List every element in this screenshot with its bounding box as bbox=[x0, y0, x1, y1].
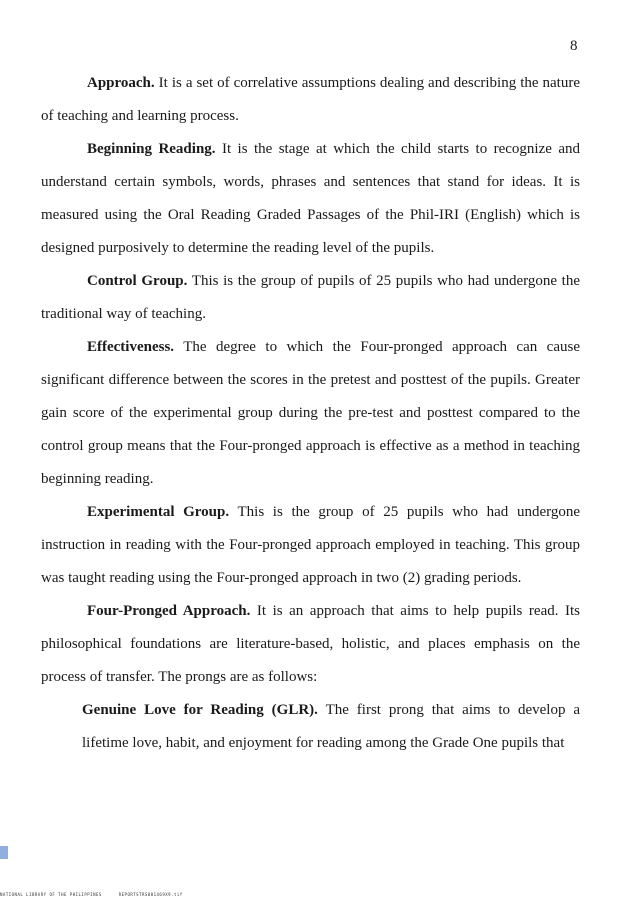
scan-footer bbox=[0, 892, 632, 897]
definition-text: This is the group of pupils of 25 pupils who had undergone the traditional way of teaching. bbox=[41, 273, 580, 322]
definition-text: The first prong that aims to develop a lifetime love, habit, and enjoyment for reading among the Grade One pupils that bbox=[82, 702, 581, 751]
definition-term: Genuine Love for Reading (GLR). bbox=[82, 702, 318, 718]
definition-text: It is an approach that aims to help pupils read. Its philosophical foundations are literature-based, holistic, and places emphasis on the process of transfer. The prongs are as follows: bbox=[41, 603, 581, 685]
footer-library-name: NATIONAL LIBRARY OF THE PHILIPPINES bbox=[0, 892, 102, 897]
scan-edge-mark bbox=[0, 846, 8, 859]
definition-experimental-group bbox=[41, 496, 580, 595]
page-number: 8 bbox=[570, 38, 578, 54]
definition-term: Four-Pronged Approach. bbox=[87, 603, 251, 619]
definition-effectiveness bbox=[41, 331, 580, 496]
definition-text: It is the stage at which the child starts to recognize and understand certain symbols, words, phrases and sentences that stand for ideas. It is measured using the Oral Reading Graded Passages of the Phil-IRI (English) which is designed purposively to determine the reading level of the pupils. bbox=[41, 141, 580, 256]
document-body bbox=[41, 67, 580, 760]
footer-file-name: REPORTSTRS001469X9.tif bbox=[118, 892, 183, 897]
definition-term: Effectiveness. bbox=[87, 339, 175, 355]
definition-term: Control Group. bbox=[87, 273, 188, 289]
definition-text: The degree to which the Four-pronged approach can cause significant difference between the scores in the pretest and posttest of the pupils. Greater gain score of the experimental group during the pre-test and posttest compared to the control group means that the Four-pronged approach is effective as a method in teaching beginning reading. bbox=[41, 339, 580, 487]
definition-text: It is a set of correlative assumptions dealing and describing the nature of teaching and learning process. bbox=[41, 75, 580, 124]
definition-term: Beginning Reading. bbox=[87, 141, 216, 157]
definition-approach bbox=[41, 67, 580, 133]
definition-four-pronged-approach bbox=[41, 595, 580, 694]
definition-term: Approach. bbox=[87, 75, 155, 91]
definition-genuine-love-for-reading bbox=[82, 694, 580, 760]
definition-beginning-reading bbox=[41, 133, 580, 265]
definition-control-group bbox=[41, 265, 580, 331]
definition-term: Experimental Group. bbox=[87, 504, 230, 520]
definition-text: This is the group of 25 pupils who had undergone instruction in reading with the Four-pronged approach employed in teaching. This group was taught reading using the Four-pronged approach in two (2) grading periods. bbox=[41, 504, 580, 586]
